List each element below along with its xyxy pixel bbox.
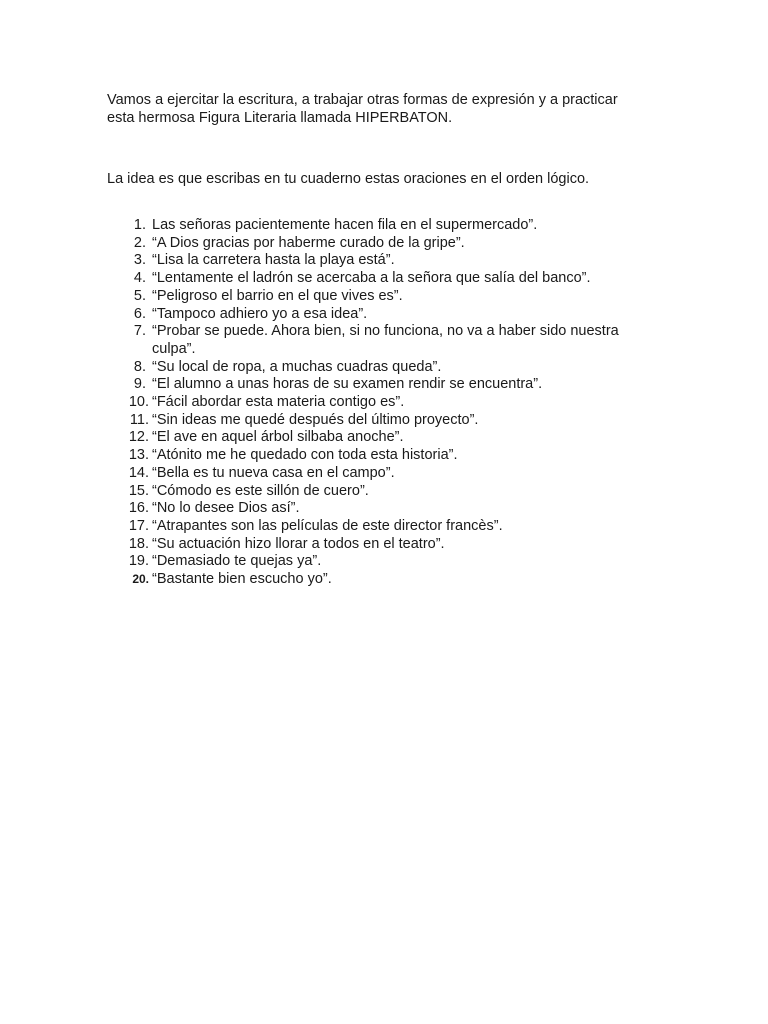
list-item-number: 11.	[129, 411, 149, 428]
intro-paragraph	[107, 91, 667, 127]
list-item	[0, 359, 652, 377]
list-item-text: “Atónito me he quedado con toda esta historia”.	[152, 447, 458, 464]
list-item	[0, 483, 652, 501]
list-item-text: “Cómodo es este sillón de cuero”.	[152, 482, 369, 499]
list-item	[0, 394, 652, 412]
list-item-number: 4.	[133, 270, 146, 287]
list-item	[0, 465, 652, 483]
list-item-text: “El alumno a unas horas de su examen rendir se encuentra”.	[152, 376, 543, 393]
list-item-text: “Bella es tu nueva casa en el campo”.	[152, 464, 395, 481]
list-item	[0, 323, 652, 358]
list-item-number: 17.	[128, 517, 149, 534]
list-item-number: 6.	[133, 305, 146, 322]
list-item-number: 13.	[128, 447, 149, 464]
list-item-number: 20.	[132, 572, 149, 587]
list-item-text: “Sin ideas me quedé después del último proyecto”.	[152, 411, 479, 428]
list-item-text: “A Dios gracias por haberme curado de la gripe”.	[152, 234, 465, 251]
list-item-text: “Tampoco adhiero yo a esa idea”.	[152, 305, 368, 322]
instruction-text: La idea es que escribas en tu cuaderno estas oraciones en el orden lógico.	[107, 171, 590, 187]
intro-line-1: Vamos a ejercitar la escritura, a trabajar otras formas de expresión y a practicar	[107, 92, 618, 108]
list-item-number: 2.	[133, 234, 146, 251]
list-item-number: 18.	[128, 535, 149, 552]
list-item	[0, 447, 652, 465]
list-item-text: “Probar se puede. Ahora bien, si no funciona, no va a haber sido nuestra culpa”.	[152, 323, 619, 357]
list-item	[0, 412, 652, 430]
list-item-number: 5.	[133, 287, 146, 304]
list-item-number: 12.	[128, 429, 149, 446]
list-item-number: 19.	[128, 553, 149, 570]
sentence-list	[0, 217, 652, 589]
list-item-number: 1.	[133, 217, 146, 233]
list-item-number: 10.	[128, 394, 149, 411]
list-item-text: “Lisa la carretera hasta la playa está”.	[152, 252, 395, 269]
list-item	[0, 306, 652, 324]
list-item	[0, 536, 652, 554]
list-item	[0, 429, 652, 447]
list-item-number: 15.	[128, 482, 149, 499]
list-item-text: “El ave en aquel árbol silbaba anoche”.	[152, 429, 404, 446]
list-item-number: 14.	[128, 464, 149, 481]
list-item	[0, 376, 652, 394]
list-item	[0, 252, 652, 270]
list-item-number: 7.	[133, 323, 146, 340]
list-item	[0, 518, 652, 536]
list-item-number: 3.	[133, 252, 146, 269]
list-item-number: 8.	[133, 358, 146, 375]
list-item-text: “Fácil abordar esta materia contigo es”.	[152, 394, 405, 411]
list-item-text: “Atrapantes son las películas de este director francès”.	[152, 517, 503, 534]
list-item-text: “No lo desee Dios así”.	[152, 500, 300, 517]
list-item	[0, 571, 652, 589]
list-item	[0, 270, 652, 288]
list-item-text: “Lentamente el ladrón se acercaba a la señora que salía del banco”.	[152, 270, 591, 287]
list-item-text: “Bastante bien escucho yo”.	[152, 571, 332, 588]
list-item	[0, 235, 652, 253]
list-item-number: 16.	[128, 500, 149, 517]
list-item	[0, 288, 652, 306]
list-item-text: “Su local de ropa, a muchas cuadras queda”.	[152, 358, 442, 375]
list-item-number: 9.	[133, 376, 146, 393]
list-item-text: Las señoras pacientemente hacen fila en el supermercado”.	[152, 217, 538, 233]
list-item	[0, 553, 652, 571]
intro-line-2: esta hermosa Figura Literaria llamada HIPERBATON.	[107, 110, 453, 126]
list-item	[0, 500, 652, 518]
list-item-text: “Demasiado te quejas ya”.	[152, 553, 322, 570]
list-item-text: “Su actuación hizo llorar a todos en el teatro”.	[152, 535, 445, 552]
list-item	[0, 217, 652, 235]
list-item-text: “Peligroso el barrio en el que vives es”.	[152, 287, 403, 304]
